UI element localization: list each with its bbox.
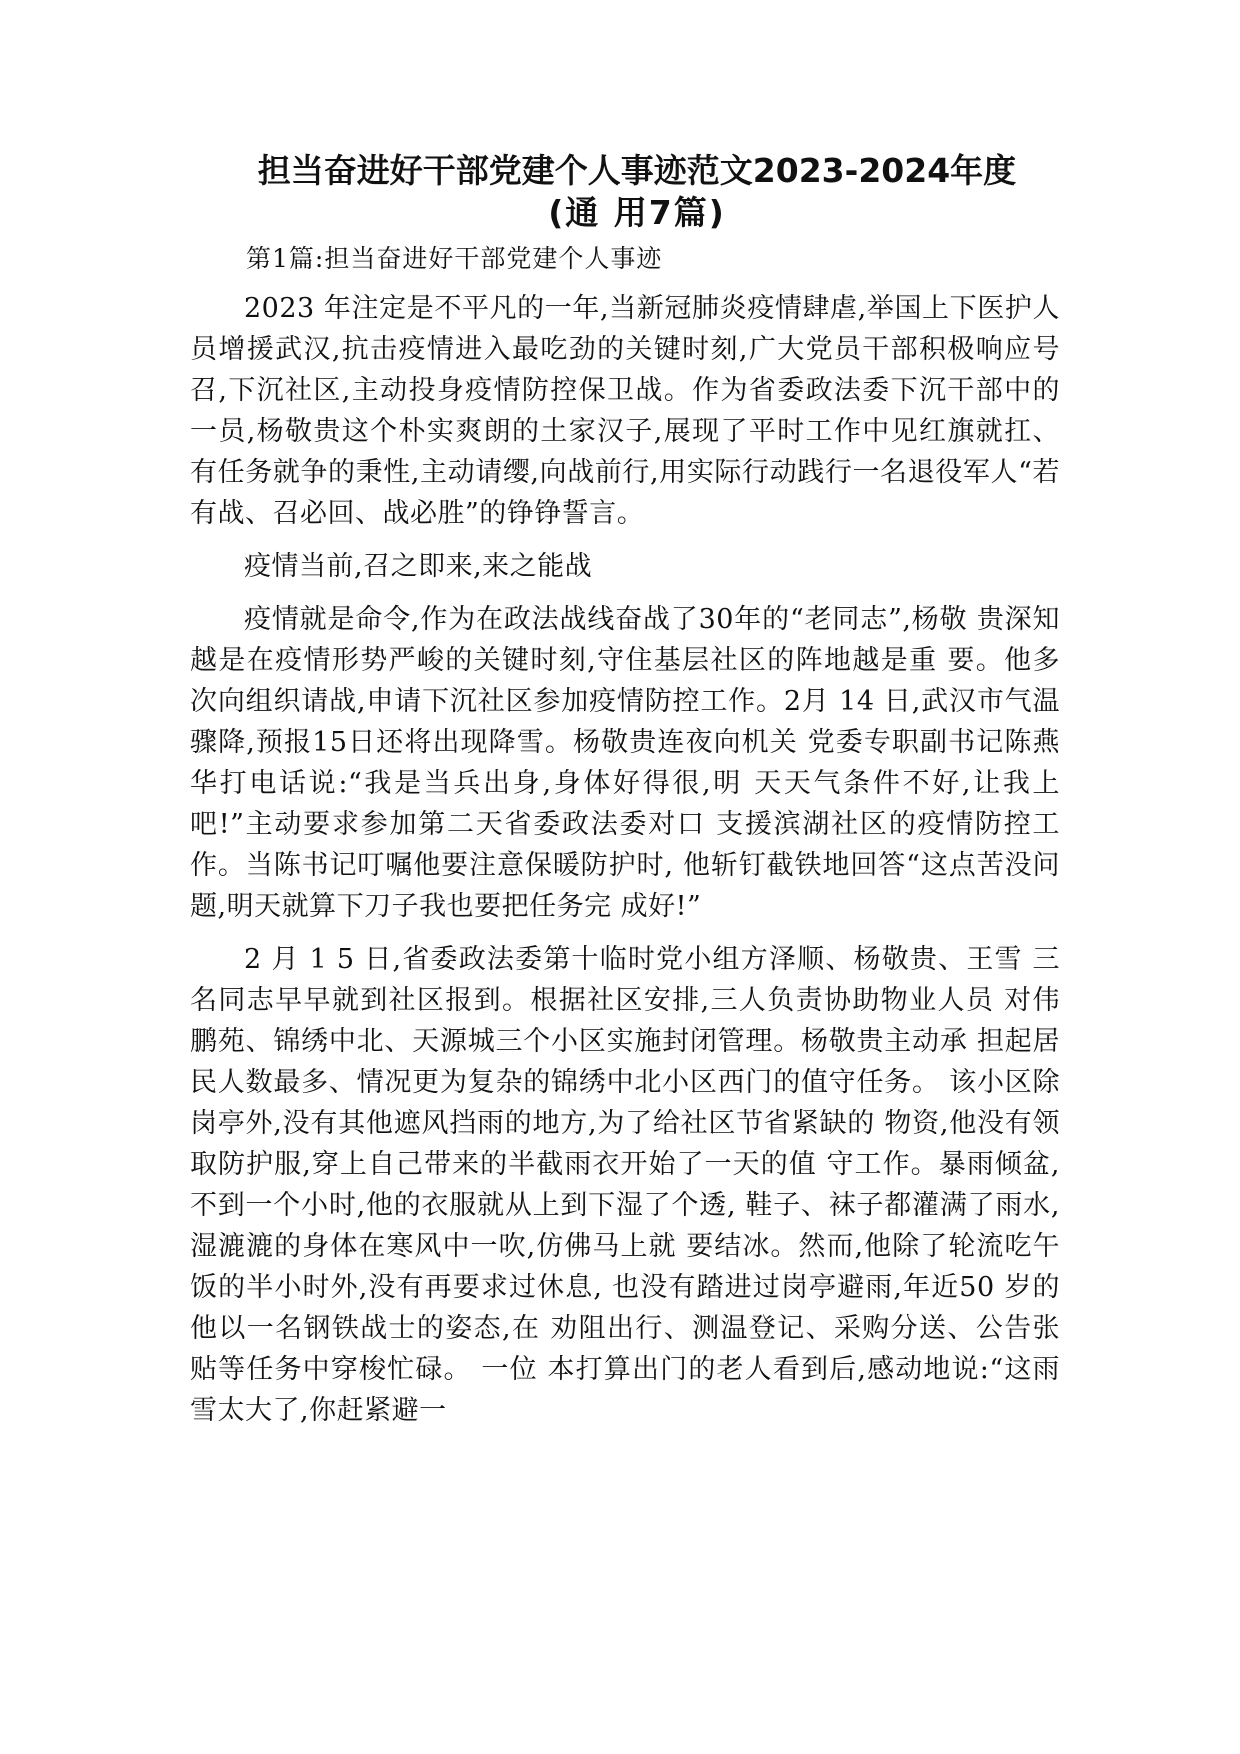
- paragraph-body: 2 月 1 5 日,省委政法委第十临时党小组方泽顺、杨敬贵、王雪 三名同志早早就到社区报到。根据社区安排,三人负责协助物业人员 对伟鹏苑、锦绣中北、天源城三个小区实施封闭管理。杨敬贵主动承 担起居民人数最多、情况更为复杂的锦绣中北小区西门的值守任务。 该小区除岗亭外,没有其他遮风挡雨的地方,为了给社区节省紧缺的 物资,他没有领取防护服,穿上自己带来的半截雨衣开始了一天的值 守工作。暴雨倾盆,不到一个小时,他的衣服就从上到下湿了个透, 鞋子、袜子都灌满了雨水,湿漉漉的身体在寒风中一吹,仿佛马上就 要结冰。然而,他除了轮流吃午饭的半小时外,没有再要求过休息, 也没有踏进过岗亭避雨,年近50 岁的他以一名钢铁战士的姿态,在 劝阻出行、测温登记、采购分送、公告张贴等任务中穿梭忙碌。 一位 本打算出门的老人看到后,感动地说:“这雨雪太大了,你赶紧避一: [190, 944, 1060, 1426]
- paragraph-body: 疫情就是命令,作为在政法战线奋战了30年的“老同志”,杨敬 贵深知越是在疫情形势严峻的关键时刻,守住基层社区的阵地越是重 要。他多次向组织请战,申请下沉社区参加疫情防控工作。2月 14 日,武汉市气温骤降,预报15日还将出现降雪。杨敬贵连夜向机关 党委专职副书记陈燕华打电话说:“我是当兵出身,身体好得很,明 天天气条件不好,让我上吧!”主动要求参加第二天省委政法委对口 支援滨湖社区的疫情防控工作。当陈书记叮嘱他要注意保暖防护时, 他斩钉截铁地回答“这点苦没问题,明天就算下刀子我也要把任务完 成好!”: [190, 604, 1060, 922]
- document-page: [190, 150, 1060, 1443]
- section-heading: 疫情当前,召之即来,来之能战: [244, 551, 593, 582]
- paragraph-intro: 2023 年注定是不平凡的一年,当新冠肺炎疫情肆虐,举国上下医护人员增援武汉,抗击疫情进入最吃劲的关键时刻,广大党员干部积极响应号召,下沉社区,主动投身疫情防控保卫战。作为省委政法委下沉干部中的一员,杨敬贵这个朴实爽朗的土家汉子,展现了平时工作中见红旗就扛、有任务就争的秉性,主动请缨,向战前行,用实际行动践行一名退役军人“若有战、召必回、战必胜”的铮铮誓言。: [190, 293, 1060, 529]
- title-line-1: 担当奋进好干部党建个人事迹范文2023-2024年度: [257, 151, 1017, 190]
- document-title: [190, 150, 1060, 234]
- chapter-heading: 第1篇:担当奋进好干部党建个人事迹: [246, 244, 663, 273]
- title-line-2: (通 用7篇): [548, 193, 726, 232]
